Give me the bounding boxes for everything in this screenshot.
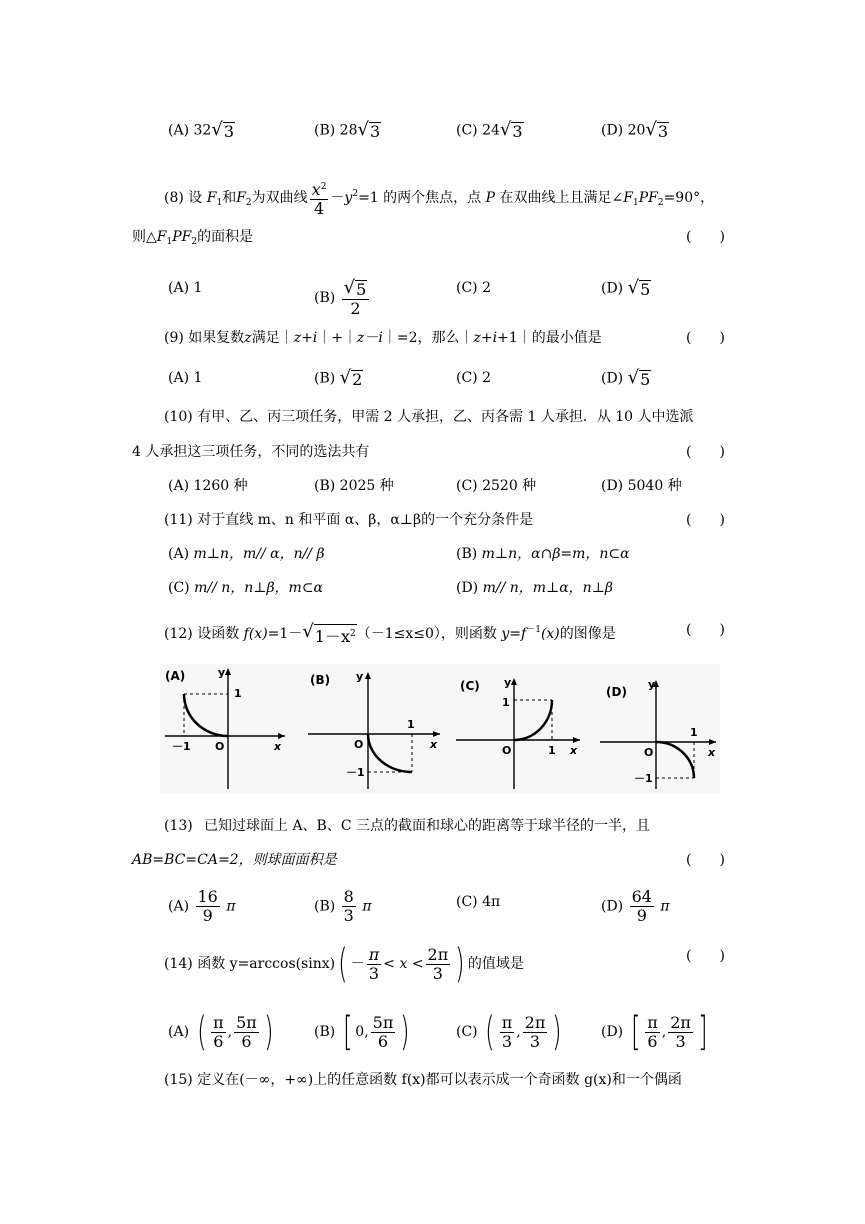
option-a: (A) 1 xyxy=(168,370,203,386)
option-c: (C) 24 √ 3 xyxy=(456,119,523,141)
q14-text: (14) 函数 y=arccos(sinx) ( － $\frac{\pi}{3}$ < x < $\frac{2\pi}{3}$ ) 的值域是 xyxy=(164,941,524,987)
graph-b-origin: O xyxy=(354,738,364,751)
q10-stem xyxy=(0,405,865,435)
answer-paren: ( ) xyxy=(686,852,725,868)
graph-d-curve xyxy=(656,742,694,778)
option-b: (B) m⊥n，α∩β=m，n⊂α xyxy=(456,546,630,562)
option-a: (A) 1260 种 xyxy=(168,478,248,494)
q12-stem xyxy=(0,616,865,646)
option-a: (A) 32 √ 3 xyxy=(168,119,234,141)
option-a: (A) $\frac{16}{9}$ π xyxy=(168,887,236,925)
q12-text: (12) 设函数 f(x)=1－ √ $1-x^2$ （－1≤x≤0），则函数 $y=f^{-1}(x)$的图像是 xyxy=(164,621,616,646)
graph-d-y-label: y xyxy=(648,678,656,691)
option-a: (A) 1 xyxy=(168,280,203,296)
graph-d-tick-neg1: －1 xyxy=(634,772,653,785)
q13-stem xyxy=(0,814,865,844)
answer-paren: ( ) xyxy=(686,229,725,245)
answer-paren: ( ) xyxy=(686,444,725,460)
graph-c-x-arrow xyxy=(573,737,580,743)
graph-c-tick-y1: 1 xyxy=(502,696,510,709)
graph-b-tick-1: 1 xyxy=(407,718,415,731)
graph-a-curve xyxy=(184,694,228,736)
option-b: (B) 28 √ 3 xyxy=(314,119,381,141)
graph-a-origin: O xyxy=(215,740,225,753)
q11-text: (11) 对于直线 m、n 和平面 α、β，α⊥β的一个充分条件是 xyxy=(164,512,534,528)
q13-line1: 已知过球面上 A、B、C 三点的截面和球心的距离等于球半径的一半，且 xyxy=(204,818,651,834)
option-d: (D) $\frac{64}{9}$ π xyxy=(601,887,670,925)
option-d: (D) m// n，m⊥α，n⊥β xyxy=(456,580,613,596)
graph-c-origin: O xyxy=(502,744,512,757)
option-d: (D) √ 5 xyxy=(601,367,651,389)
graph-c-y-label: y xyxy=(504,676,512,689)
option-d: (D) [ $\frac{\pi}{6}$ , $\frac{2\pi}{3}$ ] xyxy=(601,1009,708,1055)
option-b: (B) [ 0, $\frac{5\pi}{6}$ ) xyxy=(314,1009,410,1055)
q11-options-row2 xyxy=(0,576,865,606)
q15-text: (15) 定义在(－∞，+∞)上的任意函数 f(x)都可以表示成一个奇函数 g(x)和一个偶函 xyxy=(164,1072,682,1088)
option-c: (C) ( $\frac{\pi}{3}$ , $\frac{2\pi}{3}$ ) xyxy=(456,1009,562,1055)
graph-b-curve xyxy=(368,734,412,772)
graph-c-y-arrow xyxy=(511,678,517,685)
graph-a-x-arrow xyxy=(278,733,285,739)
q7-options xyxy=(0,116,865,146)
q13-text: (13) xyxy=(164,818,193,834)
graph-b-label: (B) xyxy=(310,673,331,687)
graph-a xyxy=(165,666,285,789)
graph-d-x-arrow xyxy=(709,739,716,745)
graph-a-y-label: y xyxy=(218,666,226,679)
q11-stem xyxy=(0,508,865,538)
option-b: (B) $\frac{8}{3}$ π xyxy=(314,887,372,925)
graph-c-curve xyxy=(514,700,552,740)
option-b: (B) √ 2 xyxy=(314,367,363,389)
q13-line2: AB=BC=CA=2，则球面面积是 xyxy=(132,852,337,868)
option-d: (D) 5040 种 xyxy=(601,478,682,494)
answer-paren: ( ) xyxy=(686,622,725,638)
q9-stem xyxy=(0,326,865,356)
graph-b-x-arrow xyxy=(433,731,440,737)
graph-d-x-label: x xyxy=(708,746,716,759)
graph-d-tick-1: 1 xyxy=(690,726,698,739)
graph-a-tick-neg1: －1 xyxy=(172,740,191,753)
answer-paren: ( ) xyxy=(686,948,725,964)
q9-options xyxy=(0,364,865,394)
q10-options xyxy=(0,474,865,504)
q11-options-row1 xyxy=(0,542,865,572)
q8-options xyxy=(0,268,865,318)
graph-a-y-arrow xyxy=(225,668,231,675)
option-d: (D) 20 √ 3 xyxy=(601,119,669,141)
graph-b-y-label: y xyxy=(356,670,364,683)
graph-b xyxy=(308,670,440,789)
option-c: (C) 2 xyxy=(456,280,492,296)
q13-stem-line2 xyxy=(0,848,865,878)
option-c: (C) 2520 种 xyxy=(456,478,537,494)
q8-text: (8) 设 $F_1$和$F_2$为双曲线 $\frac{x^2}{4}$ $-y^2=1$ 的两个焦点，点 P 在双曲线上且满足$\angle F_1PF_2=90^\circ$， xyxy=(164,180,715,218)
option-a: (A) m⊥n，m// α，n// β xyxy=(168,546,325,562)
graph-c-label: (C) xyxy=(460,679,480,693)
answer-paren: ( ) xyxy=(686,512,725,528)
graph-a-x-label: x xyxy=(274,740,282,753)
graphs-svg xyxy=(160,664,720,794)
q10-text: (10) 有甲、乙、丙三项任务，甲需 2 人承担，乙、丙各需 1 人承担．从 10 人中选派 xyxy=(164,409,694,425)
graph-b-y-arrow xyxy=(365,672,371,679)
q8-line2: 则$\triangle F_1PF_2$的面积是 xyxy=(132,229,254,247)
option-c: (C) 2 xyxy=(456,370,492,386)
q15-stem xyxy=(0,1068,865,1098)
q9-text: (9) 如果复数z满足｜z+i｜+｜z－i｜=2，那么｜z+i+1｜的最小值是 xyxy=(164,330,602,346)
q10-stem-line2 xyxy=(0,440,865,470)
option-c: (C) m// n，n⊥β，m⊂α xyxy=(168,580,324,596)
graph-c-tick-x1: 1 xyxy=(548,744,556,757)
graph-d-origin: O xyxy=(644,746,654,759)
option-b: (B) √ 5 2 xyxy=(314,278,371,318)
graph-d-label: (D) xyxy=(606,685,627,699)
graph-a-tick-1: 1 xyxy=(234,687,242,700)
q13-options xyxy=(0,878,865,926)
graph-b-x-label: x xyxy=(430,738,438,751)
q12-graphs xyxy=(160,664,720,794)
option-c: (C) 4π xyxy=(456,894,501,910)
q10-line2: 4 人承担这三项任务，不同的选法共有 xyxy=(132,444,370,460)
answer-paren: ( ) xyxy=(686,330,725,346)
graph-a-label: (A) xyxy=(165,669,186,683)
q14-stem xyxy=(0,934,865,987)
q8-stem-line2 xyxy=(0,225,865,255)
graph-c xyxy=(456,676,580,789)
option-a: (A) ( $\frac{\pi}{6}$ , $\frac{5\pi}{6}$ ) xyxy=(168,1009,274,1055)
q8-stem xyxy=(0,166,865,218)
option-d: (D) √ 5 xyxy=(601,277,651,299)
graph-c-x-label: x xyxy=(570,744,578,757)
q14-options xyxy=(0,998,865,1055)
graph-d xyxy=(600,678,716,789)
graph-b-tick-neg1: －1 xyxy=(346,766,365,779)
option-b: (B) 2025 种 xyxy=(314,478,394,494)
